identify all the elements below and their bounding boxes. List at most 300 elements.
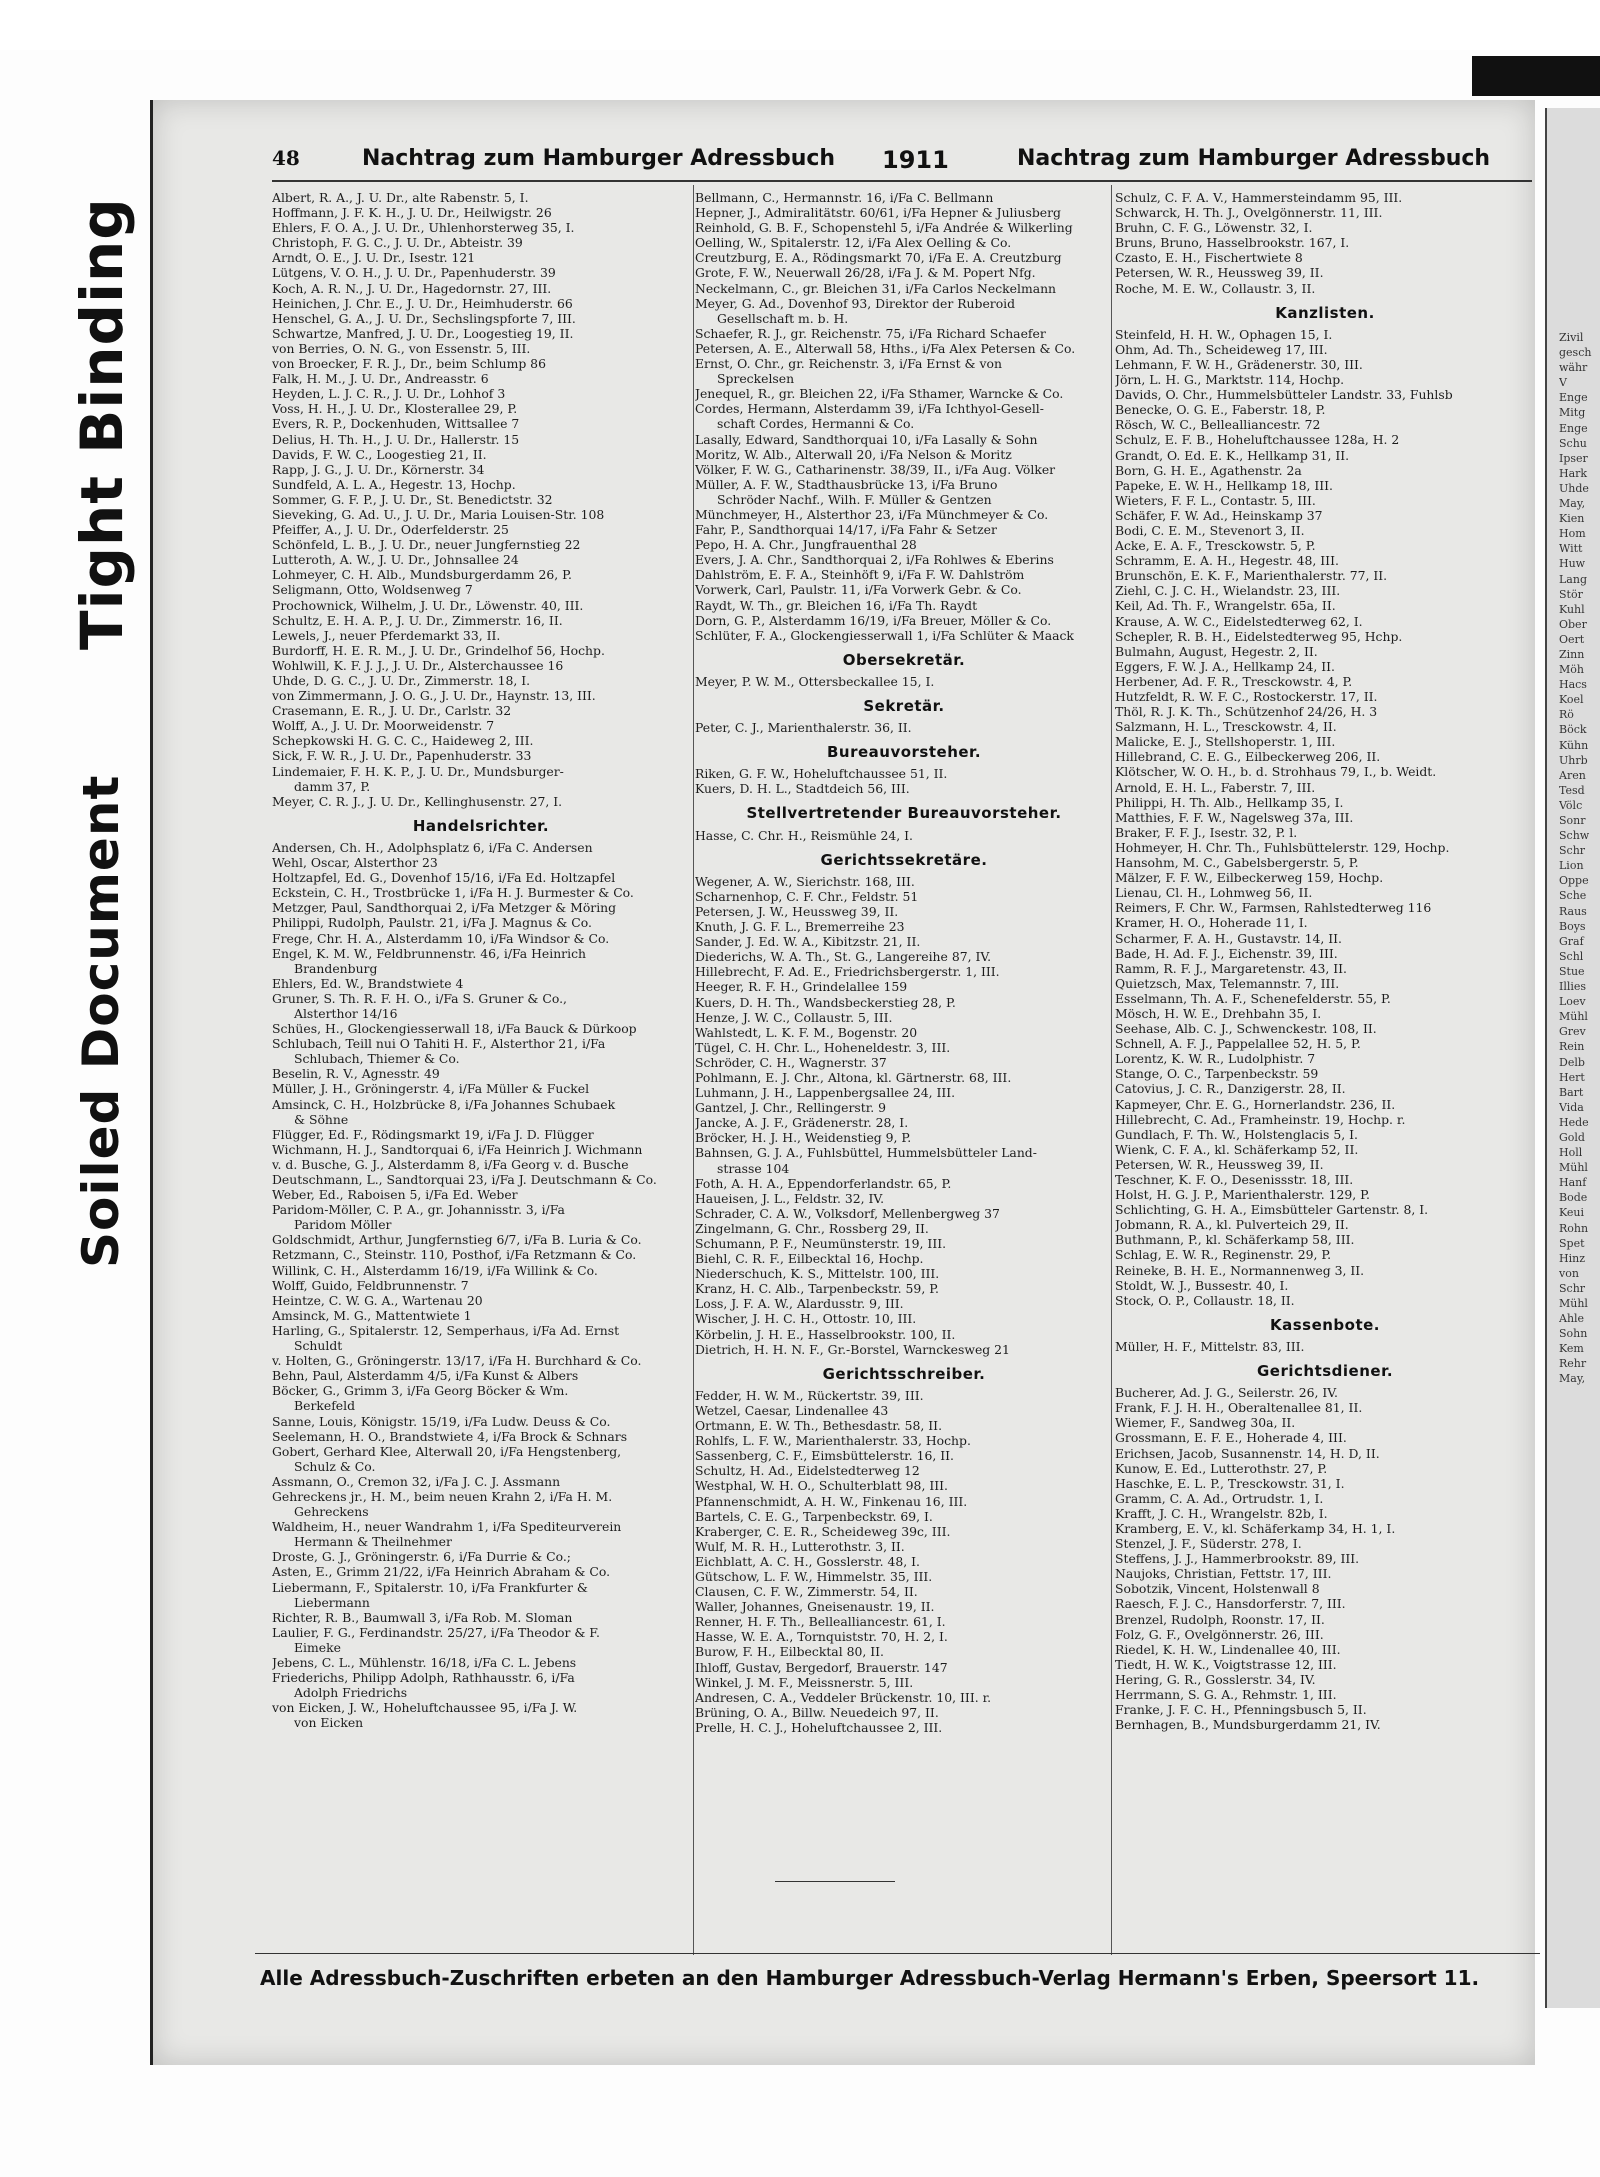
- directory-entry: Schwartze, Manfred, J. U. Dr., Loogestieg 19, II.: [272, 325, 574, 341]
- directory-entry: Stenzel, J. F., Süderstr. 278, I.: [1115, 1536, 1302, 1552]
- facing-page-fragment: May,: [1559, 1372, 1586, 1386]
- facing-page-fragment: Sohn: [1559, 1327, 1588, 1341]
- directory-entry: Gundlach, F. Th. W., Holstenglacis 5, I.: [1115, 1126, 1358, 1142]
- facing-page-fragment: gesch: [1559, 346, 1592, 360]
- directory-entry: Biehl, C. R. F., Eilbecktal 16, Hochp.: [695, 1251, 924, 1267]
- directory-entry: Esselmann, Th. A. F., Schenefelderstr. 55, P.: [1115, 990, 1391, 1006]
- directory-entry: Hillebrand, C. E. G., Eilbeckerweg 206, II.: [1115, 749, 1381, 765]
- facing-page-fragment: Schw: [1559, 829, 1590, 843]
- directory-entry: Schlubach, Thiemer & Co.: [294, 1051, 460, 1067]
- section-heading: Kassenbote.: [1269, 1315, 1381, 1334]
- directory-entry: Davids, F. W. C., Loogestieg 21, II.: [272, 446, 487, 462]
- directory-entry: Pepo, H. A. Chr., Jungfrauenthal 28: [695, 537, 917, 553]
- directory-entry: von Eicken: [294, 1715, 364, 1731]
- directory-entry: Goldschmidt, Arthur, Jungfernstieg 6/7, i/Fa B. Luria & Co.: [272, 1232, 642, 1248]
- column-divider: [693, 185, 694, 1955]
- facing-page-fragment: Stör: [1559, 587, 1583, 601]
- directory-entry: Lorentz, K. W. R., Ludolphistr. 7: [1115, 1051, 1316, 1067]
- directory-entry: Grossmann, E. F. E., Hoherade 4, III.: [1115, 1430, 1347, 1446]
- directory-entry: Bernhagen, B., Mundsburgerdamm 21, IV.: [1115, 1717, 1381, 1733]
- facing-page-fragment: Delb: [1559, 1055, 1585, 1069]
- facing-page-fragment: Graf: [1559, 934, 1584, 948]
- directory-entry: von Eicken, J. W., Hoheluftchaussee 95, i/Fa J. W.: [272, 1700, 578, 1716]
- directory-entry: Wischer, J. H. C. H., Ottostr. 10, III.: [695, 1311, 917, 1327]
- directory-entry: Lienau, Cl. H., Lohmweg 56, II.: [1115, 885, 1313, 901]
- directory-entry: Hepner, J., Admiralitätstr. 60/61, i/Fa Hepner & Juliusberg: [695, 205, 1061, 221]
- facing-page-fragment: Sonr: [1559, 814, 1586, 827]
- directory-entry: Münchmeyer, H., Alsterthor 23, i/Fa Münchmeyer & Co.: [695, 506, 1049, 522]
- directory-entry: Schrader, C. A. W., Volksdorf, Mellenbergweg 37: [695, 1205, 1000, 1221]
- directory-entry: Paridom Möller: [294, 1217, 392, 1233]
- directory-entry: Meyer, G. Ad., Dovenhof 93, Direktor der Ruberoid: [695, 295, 1016, 311]
- footer-notice: Alle Adressbuch-Zuschriften erbeten an den Hamburger Adressbuch-Verlag Hermann's Erben, Speersort 11.: [260, 1966, 1480, 1990]
- directory-entry: Petersen, J. W., Heussweg 39, II.: [695, 903, 899, 919]
- facing-page-fragment: Mitg: [1559, 406, 1586, 420]
- facing-page-fragment: Möh: [1559, 663, 1584, 677]
- column-end-separator: [775, 1881, 895, 1882]
- directory-entry: Mälzer, F. F. W., Eilbeckerweg 159, Hochp.: [1115, 870, 1384, 886]
- facing-page-fragment: Vida: [1559, 1100, 1584, 1114]
- directory-entry: Retzmann, C., Steinstr. 110, Posthof, i/Fa Retzmann & Co.: [272, 1247, 637, 1263]
- directory-entry: Paridom-Möller, C. P. A., gr. Johannisstr. 3, i/Fa: [272, 1202, 565, 1218]
- directory-entry: Petersen, A. E., Alterwall 58, Hths., i/Fa Alex Petersen & Co.: [695, 340, 1076, 356]
- facing-page-fragment: Hinz: [1559, 1251, 1585, 1265]
- directory-entry: Dorn, G. P., Alsterdamm 16/19, i/Fa Breuer, Möller & Co.: [695, 612, 1052, 628]
- directory-entry: Lewels, J., neuer Pferdemarkt 33, II.: [272, 627, 501, 643]
- directory-entry: Bodi, C. E. M., Stevenort 3, II.: [1115, 522, 1305, 538]
- facing-page-fragment: Boys: [1559, 919, 1586, 933]
- facing-page-fragment: Böck: [1559, 723, 1587, 737]
- directory-entry: Hering, G. R., Gosslerstr. 34, IV.: [1115, 1671, 1316, 1687]
- directory-entry: Sieveking, G. Ad. U., J. U. Dr., Maria Louisen-Str. 108: [272, 506, 605, 522]
- directory-entry: Herbener, Ad. F. R., Tresckowstr. 4, P.: [1115, 673, 1353, 689]
- facing-page-fragment: Kühn: [1559, 738, 1589, 752]
- directory-entry: Wehl, Oscar, Alsterthor 23: [272, 855, 438, 871]
- facing-page-fragment: Keui: [1559, 1206, 1585, 1220]
- facing-page-fragment: Mühl: [1559, 1297, 1588, 1310]
- directory-entry: Crasemann, E. R., J. U. Dr., Carlstr. 32: [272, 703, 512, 719]
- directory-entry: Andersen, Ch. H., Adolphsplatz 6, i/Fa C. Andersen: [272, 839, 593, 855]
- directory-entry: Czasto, E. H., Fischertwiete 8: [1115, 250, 1303, 266]
- directory-entry: Liebermann: [294, 1594, 370, 1610]
- directory-entry: Hansohm, M. C., Gabelsbergerstr. 5, P.: [1115, 855, 1359, 871]
- facing-page-fragment: Hom: [1559, 527, 1586, 541]
- facing-page-fragment: Völc: [1559, 798, 1583, 812]
- directory-entry: Kranz, H. C. Alb., Tarpenbeckstr. 59, P.: [695, 1281, 939, 1297]
- directory-entry: Jenequel, R., gr. Bleichen 22, i/Fa Sthamer, Warncke & Co.: [695, 386, 1064, 402]
- directory-entry: Hoffmann, J. F. K. H., J. U. Dr., Heilwigstr. 26: [272, 205, 552, 221]
- directory-entry: Tügel, C. H. Chr. L., Hoheneldestr. 3, III.: [695, 1039, 951, 1055]
- soiled-document-stamp: Soiled Document: [72, 774, 130, 1268]
- directory-entry: Riedel, K. H. W., Lindenallee 40, III.: [1115, 1641, 1341, 1657]
- directory-entry: Schaefer, R. J., gr. Reichenstr. 75, i/Fa Richard Schaefer: [695, 325, 1046, 341]
- directory-entry: Fahr, P., Sandthorquai 14/17, i/Fa Fahr & Setzer: [695, 522, 997, 538]
- directory-entry: Foth, A. H. A., Eppendorferlandstr. 65, P.: [695, 1175, 952, 1191]
- facing-page-fragment: Uhrb: [1559, 753, 1588, 767]
- directory-entry: Moritz, W. Alb., Alterwall 20, i/Fa Nelson & Moritz: [695, 446, 1012, 462]
- directory-entry: Willink, C. H., Alsterdamm 16/19, i/Fa Willink & Co.: [272, 1262, 598, 1278]
- directory-entry: Reimers, F. Chr. W., Farmsen, Rahlstedterweg 116: [1115, 900, 1432, 916]
- directory-entry: Papeke, E. W. H., Hellkamp 18, III.: [1115, 477, 1333, 493]
- directory-entry: Bartels, C. E. G., Tarpenbeckstr. 69, I.: [695, 1508, 933, 1524]
- directory-entry: Pfeiffer, A., J. U. Dr., Oderfelderstr. 25: [272, 522, 509, 538]
- directory-entry: Müller, H. F., Mittelstr. 83, III.: [1115, 1338, 1305, 1354]
- directory-entry: Riken, G. F. W., Hoheluftchaussee 51, II.: [695, 766, 948, 782]
- directory-entry: Cordes, Hermann, Alsterdamm 39, i/Fa Ichthyol-Gesell-: [695, 401, 1044, 417]
- directory-entry: Schlichting, G. H. A., Eimsbütteler Gartenstr. 8, I.: [1115, 1202, 1429, 1218]
- directory-entry: Schwarck, H. Th. J., Ovelgönnerstr. 11, III.: [1115, 205, 1383, 221]
- directory-entry: Gramm, C. A. Ad., Ortrudstr. 1, I.: [1115, 1490, 1324, 1506]
- directory-entry: Jancke, A. J. F., Grädenerstr. 28, I.: [695, 1115, 909, 1131]
- directory-entry: Keil, Ad. Th. F., Wrangelstr. 65a, II.: [1115, 598, 1336, 614]
- facing-page-fragment: Mühl: [1559, 1010, 1588, 1024]
- header-title-right: Nachtrag zum Hamburger Adressbuch: [1017, 146, 1491, 171]
- directory-entry: Delius, H. Th. H., J. U. Dr., Hallerstr. 15: [272, 431, 520, 447]
- directory-entry: Flügger, Ed. F., Rödingsmarkt 19, i/Fa J. D. Flügger: [272, 1126, 594, 1142]
- directory-entry: v. d. Busche, G. J., Alsterdamm 8, i/Fa Georg v. d. Busche: [272, 1156, 629, 1172]
- directory-entry: Tiedt, H. W. K., Voigtstrasse 12, III.: [1115, 1656, 1337, 1672]
- directory-entry: Amsinck, M. G., Mattentwiete 1: [272, 1307, 472, 1323]
- directory-entry: Arnold, E. H. L., Faberstr. 7, III.: [1115, 779, 1316, 795]
- directory-entry: Meyer, C. R. J., J. U. Dr., Kellinghusenstr. 27, I.: [272, 793, 563, 809]
- directory-entry: Schäfer, F. W. Ad., Heinskamp 37: [1115, 507, 1323, 523]
- directory-entry: Laulier, F. G., Ferdinandstr. 25/27, i/Fa Theodor & F.: [272, 1624, 600, 1640]
- directory-entry: Seligmann, Otto, Woldsenweg 7: [272, 582, 473, 598]
- directory-entry: Sick, F. W. R., J. U. Dr., Papenhuderstr. 33: [272, 748, 532, 764]
- directory-entry: von Broecker, F. R. J., Dr., beim Schlump 86: [272, 356, 546, 372]
- directory-entry: Schepler, R. B. H., Eidelstedterweg 95, Hchp.: [1115, 628, 1403, 644]
- directory-entry: Bruns, Bruno, Hasselbrookstr. 167, I.: [1115, 235, 1350, 251]
- directory-entry: Westphal, W. H. O., Schulterblatt 98, III.: [695, 1478, 948, 1494]
- directory-entry: Stange, O. C., Tarpenbeckstr. 59: [1115, 1066, 1319, 1082]
- directory-entry: Bulmahn, August, Hegestr. 2, II.: [1115, 643, 1318, 659]
- facing-page-fragment: Huw: [1559, 557, 1586, 571]
- directory-entry: Hillebrecht, F. Ad. E., Friedrichsbergerstr. 1, III.: [695, 964, 1000, 980]
- directory-entry: Raesch, F. J. C., Hansdorferstr. 7, III.: [1115, 1596, 1346, 1612]
- directory-entry: Hermann & Theilnehmer: [294, 1534, 452, 1550]
- directory-entry: Acke, E. A. F., Tresckowstr. 5, P.: [1115, 538, 1316, 554]
- directory-entry: Peter, C. J., Marienthalerstr. 36, II.: [695, 720, 912, 736]
- directory-entry: Wieters, F. F. L., Contastr. 5, III.: [1115, 492, 1316, 508]
- directory-entry: Seehase, Alb. C. J., Schwenckestr. 108, II.: [1115, 1021, 1377, 1037]
- directory-entry: Assmann, O., Cremon 32, i/Fa J. C. J. Assmann: [272, 1473, 561, 1489]
- directory-entry: Lütgens, V. O. H., J. U. Dr., Papenhuderstr. 39: [272, 265, 556, 281]
- directory-entry: Catovius, J. C. R., Danzigerstr. 28, II.: [1115, 1081, 1346, 1097]
- directory-entry: Naujoks, Christian, Fettstr. 17, III.: [1115, 1566, 1332, 1582]
- directory-entry: Meyer, P. W. M., Ottersbeckallee 15, I.: [695, 673, 935, 689]
- directory-entry: von Berries, O. N. G., von Essenstr. 5, III.: [272, 340, 531, 356]
- facing-page-fragment: Aren: [1559, 768, 1586, 782]
- directory-entry: Mösch, H. W. E., Drehbahn 35, I.: [1115, 1005, 1322, 1021]
- directory-entry: Schnell, A. F. J., Pappelallee 52, H. 5, P.: [1115, 1036, 1361, 1052]
- directory-entry: Kramberg, E. V., kl. Schäferkamp 34, H. 1, I.: [1115, 1520, 1396, 1536]
- section-heading: Bureauvorsteher.: [826, 743, 982, 762]
- directory-entry: Hasse, C. Chr. H., Reismühle 24, I.: [695, 827, 913, 843]
- section-heading: Handelsrichter.: [412, 816, 550, 835]
- directory-entry: Heintze, C. W. G. A., Wartenau 20: [272, 1292, 483, 1308]
- directory-entry: Jebens, C. L., Mühlenstr. 16/18, i/Fa C. L. Jebens: [272, 1655, 577, 1670]
- facing-page-fragment: Rein: [1559, 1040, 1585, 1054]
- directory-entry: Scharmer, F. A. H., Gustavstr. 14, II.: [1115, 930, 1342, 946]
- directory-entry: Gütschow, L. F. W., Himmelstr. 35, III.: [695, 1568, 933, 1584]
- directory-entry: Thöl, R. J. K. Th., Schützenhof 24/26, H. 3: [1115, 704, 1378, 720]
- directory-entry: Ehlers, F. O. A., J. U. Dr., Uhlenhorsterweg 35, I.: [272, 220, 575, 236]
- directory-entry: Ortmann, E. W. Th., Bethesdastr. 58, II.: [695, 1418, 943, 1434]
- directory-entry: Oelling, W., Spitalerstr. 12, i/Fa Alex Oelling & Co.: [695, 235, 1012, 251]
- scan-edge-strip: [1472, 56, 1600, 96]
- directory-entry: Hillebrecht, C. Ad., Framheinstr. 19, Hochp. r.: [1115, 1111, 1406, 1127]
- directory-entry: Gehreckens: [294, 1504, 369, 1520]
- directory-entry: Sobotzik, Vincent, Holstenwall 8: [1115, 1581, 1320, 1597]
- column-1: [272, 190, 690, 1730]
- directory-entry: Körbelin, J. H. E., Hasselbrookstr. 100, II.: [695, 1326, 956, 1342]
- directory-entry: Sassenberg, C. F., Eimsbüttelerstr. 16, II.: [695, 1448, 954, 1464]
- facing-page-fragment: Kuhl: [1559, 602, 1585, 616]
- directory-entry: Matthies, F. F. W., Nagelsweg 37a, III.: [1115, 809, 1354, 825]
- directory-entry: Lohmeyer, C. H. Alb., Mundsburgerdamm 26, P.: [272, 567, 572, 583]
- directory-entry: Krause, A. W. C., Eidelstedterweg 62, I.: [1115, 613, 1363, 629]
- directory-entry: Burow, F. H., Eilbecktal 80, II.: [695, 1644, 884, 1660]
- directory-entry: Salzmann, H. L., Tresckowstr. 4, II.: [1115, 719, 1337, 735]
- directory-entry: Creutzburg, E. A., Rödingsmarkt 70, i/Fa E. A. Creutzburg: [695, 250, 1062, 266]
- page-header: [272, 140, 1532, 180]
- facing-page-fragment: Mühl: [1559, 1161, 1588, 1175]
- directory-entry: Andresen, C. A., Veddeler Brückenstr. 10, III. r.: [695, 1689, 992, 1705]
- directory-entry: Evers, J. A. Chr., Sandthorquai 2, i/Fa Rohlwes & Eberins: [695, 552, 1054, 568]
- directory-entry: Christoph, F. G. C., J. U. Dr., Abteistr. 39: [272, 235, 523, 251]
- facing-page-fragment: Sche: [1559, 889, 1587, 903]
- facing-page-fragment: Enge: [1559, 421, 1588, 435]
- directory-entry: Friederichs, Philipp Adolph, Rathhausstr. 6, i/Fa: [272, 1670, 575, 1686]
- directory-entry: Sanne, Louis, Königstr. 15/19, i/Fa Ludw. Deuss & Co.: [272, 1413, 611, 1429]
- directory-entry: Wienk, C. F. A., kl. Schäferkamp 52, II.: [1115, 1141, 1359, 1157]
- directory-entry: Berkefeld: [294, 1398, 356, 1414]
- directory-entry: Bahnsen, G. J. A., Fuhlsbüttel, Hummelsbütteler Land-: [695, 1145, 1037, 1161]
- directory-entry: Brandenburg: [294, 960, 378, 976]
- facing-page-fragment: Illies: [1559, 980, 1587, 994]
- directory-entry: Brüning, O. A., Billw. Neuedeich 97, II.: [695, 1704, 939, 1720]
- directory-entry: Holst, H. G. J. P., Marienthalerstr. 129, P.: [1115, 1187, 1370, 1203]
- directory-entry: Weber, Ed., Raboisen 5, i/Fa Ed. Weber: [272, 1187, 518, 1203]
- directory-entry: Schuldt: [294, 1338, 343, 1354]
- facing-page-fragment: Ahle: [1559, 1312, 1585, 1326]
- directory-entry: Folz, G. F., Ovelgönnerstr. 26, III.: [1115, 1626, 1324, 1642]
- directory-entry: Hasse, W. E. A., Tornquiststr. 70, H. 2, I.: [695, 1629, 948, 1645]
- facing-page-fragment: Enge: [1559, 391, 1588, 405]
- directory-entry: Petersen, W. R., Heussweg 39, II.: [1115, 1156, 1324, 1172]
- facing-page-fragment: Spet: [1559, 1236, 1585, 1250]
- directory-entry: Luhmann, J. H., Lappenbergsallee 24, III.: [695, 1085, 956, 1101]
- facing-page-fragment: Schr: [1559, 844, 1586, 858]
- facing-page-fragment: Bode: [1559, 1191, 1588, 1205]
- directory-entry: Seelemann, H. O., Brandstwiete 4, i/Fa Brock & Schnars: [272, 1428, 628, 1444]
- directory-entry: Haschke, E. L. P., Tresckowstr. 31, I.: [1115, 1475, 1345, 1491]
- directory-entry: Eckstein, C. H., Trostbrücke 1, i/Fa H. J. Burmester & Co.: [272, 885, 634, 901]
- directory-entry: Pohlmann, E. J. Chr., Altona, kl. Gärtnerstr. 68, III.: [695, 1069, 1012, 1085]
- directory-entry: Heyden, L. J. C. R., J. U. Dr., Lohhof 3: [272, 386, 506, 402]
- directory-entry: Schultz, H. Ad., Eidelstedterweg 12: [695, 1463, 920, 1479]
- facing-page-fragment: Ober: [1559, 617, 1587, 631]
- directory-entry: Gehreckens jr., H. M., beim neuen Krahn 2, i/Fa H. M.: [272, 1488, 613, 1504]
- facing-page-fragment: Bart: [1559, 1085, 1584, 1099]
- directory-entry: Schepkowski H. G. C. C., Haideweg 2, III.: [272, 733, 534, 749]
- directory-entry: Neckelmann, C., gr. Bleichen 31, i/Fa Carlos Neckelmann: [695, 280, 1057, 296]
- facing-page-fragment: Gold: [1559, 1130, 1585, 1144]
- directory-entry: Loss, J. F. A. W., Alardusstr. 9, III.: [695, 1296, 904, 1312]
- directory-entry: Heinichen, J. Chr. E., J. U. Dr., Heimhuderstr. 66: [272, 295, 573, 311]
- facing-page-fragments: [1559, 330, 1597, 1387]
- tight-binding-stamp: Tight Binding: [68, 197, 136, 650]
- facing-page-fragment: Ipser: [1559, 451, 1588, 465]
- page-number: 48: [272, 146, 300, 170]
- directory-entry: Koch, A. R. N., J. U. Dr., Hagedornstr. 27, III.: [272, 280, 552, 296]
- directory-entry: Roche, M. E. W., Collaustr. 3, II.: [1115, 280, 1316, 296]
- directory-entry: Spreckelsen: [717, 371, 795, 387]
- facing-page-fragment: Loev: [1559, 995, 1586, 1009]
- facing-page-fragment: Schu: [1559, 436, 1587, 450]
- directory-entry: Holtzapfel, Ed. G., Dovenhof 15/16, i/Fa Ed. Holtzapfel: [272, 870, 616, 886]
- directory-entry: Jobmann, R. A., kl. Pulverteich 29, II.: [1115, 1217, 1349, 1233]
- directory-entry: Henschel, G. A., J. U. Dr., Sechslingspforte 7, III.: [272, 310, 576, 326]
- directory-entry: Diederichs, W. A. Th., St. G., Langereihe 87, IV.: [695, 949, 992, 965]
- directory-entry: Hutzfeldt, R. W. F. C., Rostockerstr. 17, II.: [1115, 689, 1378, 704]
- facing-page-fragment: Schr: [1559, 1281, 1586, 1295]
- directory-entry: Wohlwill, K. F. J. J., J. U. Dr., Alsterchaussee 16: [272, 657, 564, 673]
- directory-entry: Kramer, H. O., Hoherade 11, I.: [1115, 915, 1308, 931]
- directory-entry: Amsinck, C. H., Holzbrücke 8, i/Fa Johannes Schubaek: [272, 1096, 616, 1112]
- facing-page-edge: [1545, 108, 1600, 2008]
- directory-entry: Ernst, O. Chr., gr. Reichenstr. 3, i/Fa Ernst & von: [695, 356, 1002, 372]
- directory-entry: Sundfeld, A. L. A., Hegestr. 13, Hochp.: [272, 476, 516, 492]
- facing-page-fragment: Zinn: [1559, 647, 1585, 661]
- directory-entry: Krafft, J. C. H., Wrangelstr. 82b, I.: [1115, 1505, 1328, 1521]
- directory-entry: v. Holten, G., Gröningerstr. 13/17, i/Fa H. Burchhard & Co.: [272, 1353, 642, 1369]
- facing-page-fragment: V: [1559, 376, 1567, 390]
- facing-page-fragment: Holl: [1559, 1146, 1583, 1160]
- facing-page-fragment: Rohn: [1559, 1221, 1589, 1235]
- directory-entry: Erichsen, Jacob, Susannenstr. 14, H. D, II.: [1115, 1445, 1380, 1461]
- directory-entry: Behn, Paul, Alsterdamm 4/5, i/Fa Kunst & Albers: [272, 1368, 579, 1384]
- directory-entry: Schües, H., Glockengiesserwall 18, i/Fa Bauck & Dürkoop: [272, 1021, 637, 1037]
- facing-page-fragment: Kem: [1559, 1342, 1584, 1356]
- directory-entry: Clausen, C. F. W., Zimmerstr. 54, II.: [695, 1584, 918, 1600]
- directory-entry: Alsterthor 14/16: [294, 1005, 398, 1021]
- facing-page-fragment: Lion: [1559, 859, 1584, 873]
- facing-page-fragment: Uhde: [1559, 481, 1589, 495]
- facing-page-fragment: Oppe: [1559, 874, 1589, 888]
- directory-entry: Schlubach, Teill nui O Tahiti H. F., Alsterthor 21, i/Fa: [272, 1036, 606, 1052]
- directory-entry: schaft Cordes, Hermanni & Co.: [717, 416, 915, 432]
- directory-entry: Braker, F. F. J., Isestr. 32, P. l.: [1115, 824, 1298, 840]
- facing-page-fragment: Stue: [1559, 964, 1585, 978]
- directory-entry: Bröcker, H. J. H., Weidenstieg 9, P.: [695, 1130, 912, 1146]
- directory-entry: Sander, J. Ed. W. A., Kibitzstr. 21, II.: [695, 934, 921, 950]
- directory-entry: Beselin, R. V., Agnesstr. 49: [272, 1066, 440, 1082]
- directory-entry: Asten, E., Grimm 21/22, i/Fa Heinrich Abraham & Co.: [272, 1564, 611, 1580]
- directory-entry: Reinhold, G. B. F., Schopenstehl 5, i/Fa Andrée & Wilkerling: [695, 220, 1073, 236]
- directory-entry: Liebermann, F., Spitalerstr. 10, i/Fa Frankfurter &: [272, 1579, 588, 1595]
- facing-page-fragment: Rehr: [1559, 1357, 1587, 1371]
- directory-entry: Wichmann, H. J., Sandtorquai 6, i/Fa Heinrich J. Wichmann: [272, 1141, 643, 1157]
- directory-entry: Wulf, M. R. H., Lutterothstr. 3, II.: [695, 1538, 905, 1554]
- directory-entry: Schulz, C. F. A. V., Hammersteindamm 95, III.: [1115, 190, 1403, 205]
- directory-entry: Bruhn, C. F. G., Löwenstr. 32, I.: [1115, 220, 1313, 236]
- facing-page-fragment: Witt: [1559, 542, 1583, 556]
- directory-entry: Pfannenschmidt, A. H. W., Finkenau 16, III.: [695, 1493, 968, 1509]
- directory-entry: Droste, G. J., Gröningerstr. 6, i/Fa Durrie & Co.;: [272, 1549, 571, 1565]
- directory-entry: Waldheim, H., neuer Wandrahm 1, i/Fa Spediteurverein: [272, 1519, 622, 1535]
- column-divider: [1111, 185, 1112, 1955]
- directory-entry: Frank, F. J. H. H., Oberaltenallee 81, II.: [1115, 1400, 1363, 1416]
- directory-entry: Sommer, G. F. P., J. U. Dr., St. Benedictstr. 32: [272, 491, 553, 507]
- directory-entry: Kraberger, C. E. R., Scheideweg 39c, III.: [695, 1523, 951, 1539]
- directory-entry: Steffens, J. J., Hammerbrookstr. 89, III.: [1115, 1551, 1360, 1567]
- facing-page-fragment: währ: [1559, 361, 1588, 375]
- directory-entry: Ziehl, C. J. C. H., Wielandstr. 23, III.: [1115, 583, 1341, 599]
- directory-entry: Frege, Chr. H. A., Alsterdamm 10, i/Fa Windsor & Co.: [272, 930, 610, 946]
- facing-page-fragment: Schl: [1559, 949, 1584, 963]
- directory-entry: Philippi, Rudolph, Paulstr. 21, i/Fa J. Magnus & Co.: [272, 915, 592, 931]
- footer-rule: [255, 1953, 1540, 1954]
- directory-entry: Philippi, H. Th. Alb., Hellkamp 35, I.: [1115, 794, 1344, 810]
- directory-entry: Lutteroth, A. W., J. U. Dr., Johnsallee 24: [272, 552, 519, 568]
- directory-entry: Fedder, H. W. M., Rückertstr. 39, III.: [695, 1387, 924, 1403]
- scan-top-margin: [0, 0, 1600, 50]
- directory-entry: Malicke, E. J., Stellshoperstr. 1, III.: [1115, 734, 1336, 750]
- directory-entry: Burdorff, H. E. R. M., J. U. Dr., Grindelhof 56, Hochp.: [272, 642, 605, 658]
- directory-entry: Falk, H. M., J. U. Dr., Andreasstr. 6: [272, 371, 489, 387]
- directory-entry: Lindemaier, F. H. K. P., J. U. Dr., Mundsburger-: [272, 763, 564, 779]
- directory-entry: Brenzel, Rudolph, Roonstr. 17, II.: [1115, 1611, 1325, 1627]
- facing-page-fragment: von: [1559, 1266, 1579, 1280]
- section-heading: Kanzlisten.: [1275, 303, 1375, 322]
- directory-entry: Uhde, D. G. C., J. U. Dr., Zimmerstr. 18, I.: [272, 673, 531, 688]
- facing-page-fragment: Raus: [1559, 904, 1587, 918]
- directory-entry: Wolff, A., J. U. Dr. Moorweidenstr. 7: [272, 718, 495, 734]
- directory-entry: Klötscher, W. O. H., b. d. Strohhaus 79, I., b. Weidt.: [1115, 764, 1437, 780]
- section-heading: Gerichtsdiener.: [1256, 1362, 1394, 1381]
- directory-entry: Renner, H. F. Th., Bellealliancestr. 61, I.: [695, 1614, 946, 1630]
- directory-entry: Kunow, E. Ed., Lutterothstr. 27, P.: [1115, 1460, 1328, 1476]
- directory-entry: Eggers, F. W. J. A., Hellkamp 24, II.: [1115, 658, 1335, 674]
- directory-entry: Petersen, W. R., Heussweg 39, II.: [1115, 265, 1324, 281]
- directory-entry: von Zimmermann, J. O. G., J. U. Dr., Haynstr. 13, III.: [272, 688, 596, 704]
- facing-page-fragment: Koel: [1559, 693, 1584, 707]
- directory-entry: Prochownick, Wilhelm, J. U. Dr., Löwenstr. 40, III.: [272, 597, 584, 613]
- directory-entry: Gobert, Gerhard Klee, Alterwall 20, i/Fa Hengstenberg,: [272, 1443, 622, 1459]
- section-heading: Gerichtsschreiber.: [822, 1364, 986, 1383]
- directory-entry: Teschner, K. F. O., Desenissstr. 18, III.: [1115, 1172, 1354, 1187]
- directory-entry: Deutschmann, L., Sandtorquai 23, i/Fa J. Deutschmann & Co.: [272, 1172, 657, 1187]
- directory-entry: Davids, O. Chr., Hummelsbütteler Landstr. 33, Fuhlsb: [1115, 387, 1453, 403]
- directory-entry: Jörn, L. H. G., Marktstr. 114, Hochp.: [1115, 372, 1345, 388]
- directory-entry: Buthmann, P., kl. Schäferkamp 58, III.: [1115, 1232, 1355, 1248]
- facing-page-fragment: Tesd: [1559, 783, 1585, 797]
- facing-page-fragment: Hark: [1559, 466, 1588, 480]
- directory-entry: Hohmeyer, H. Chr. Th., Fuhlsbüttelerstr. 129, Hochp.: [1115, 839, 1450, 855]
- directory-entry: Gantzel, J. Chr., Rellingerstr. 9: [695, 1100, 887, 1116]
- directory-entry: Knuth, J. G. F. L., Bremerreihe 23: [695, 919, 905, 935]
- directory-entry: Schumann, P. F., Neumünsterstr. 19, III.: [695, 1236, 947, 1251]
- directory-entry: Dahlström, E. F. A., Steinhöft 9, i/Fa F. W. Dahlström: [695, 567, 1025, 583]
- directory-entry: Stoldt, W. J., Bussestr. 40, I.: [1115, 1277, 1289, 1293]
- directory-entry: Schlag, E. W. R., Reginenstr. 29, P.: [1115, 1247, 1332, 1263]
- directory-entry: Evers, R. P., Dockenhuden, Wittsallee 7: [272, 416, 520, 432]
- directory-entry: Schulz, E. F. B., Hoheluftchaussee 128a, H. 2: [1115, 432, 1400, 448]
- column-2: [695, 190, 1113, 1735]
- directory-entry: Kuers, D. H. L., Stadtdeich 56, III.: [695, 781, 910, 797]
- directory-entry: Haueisen, J. L., Feldstr. 32, IV.: [695, 1190, 885, 1206]
